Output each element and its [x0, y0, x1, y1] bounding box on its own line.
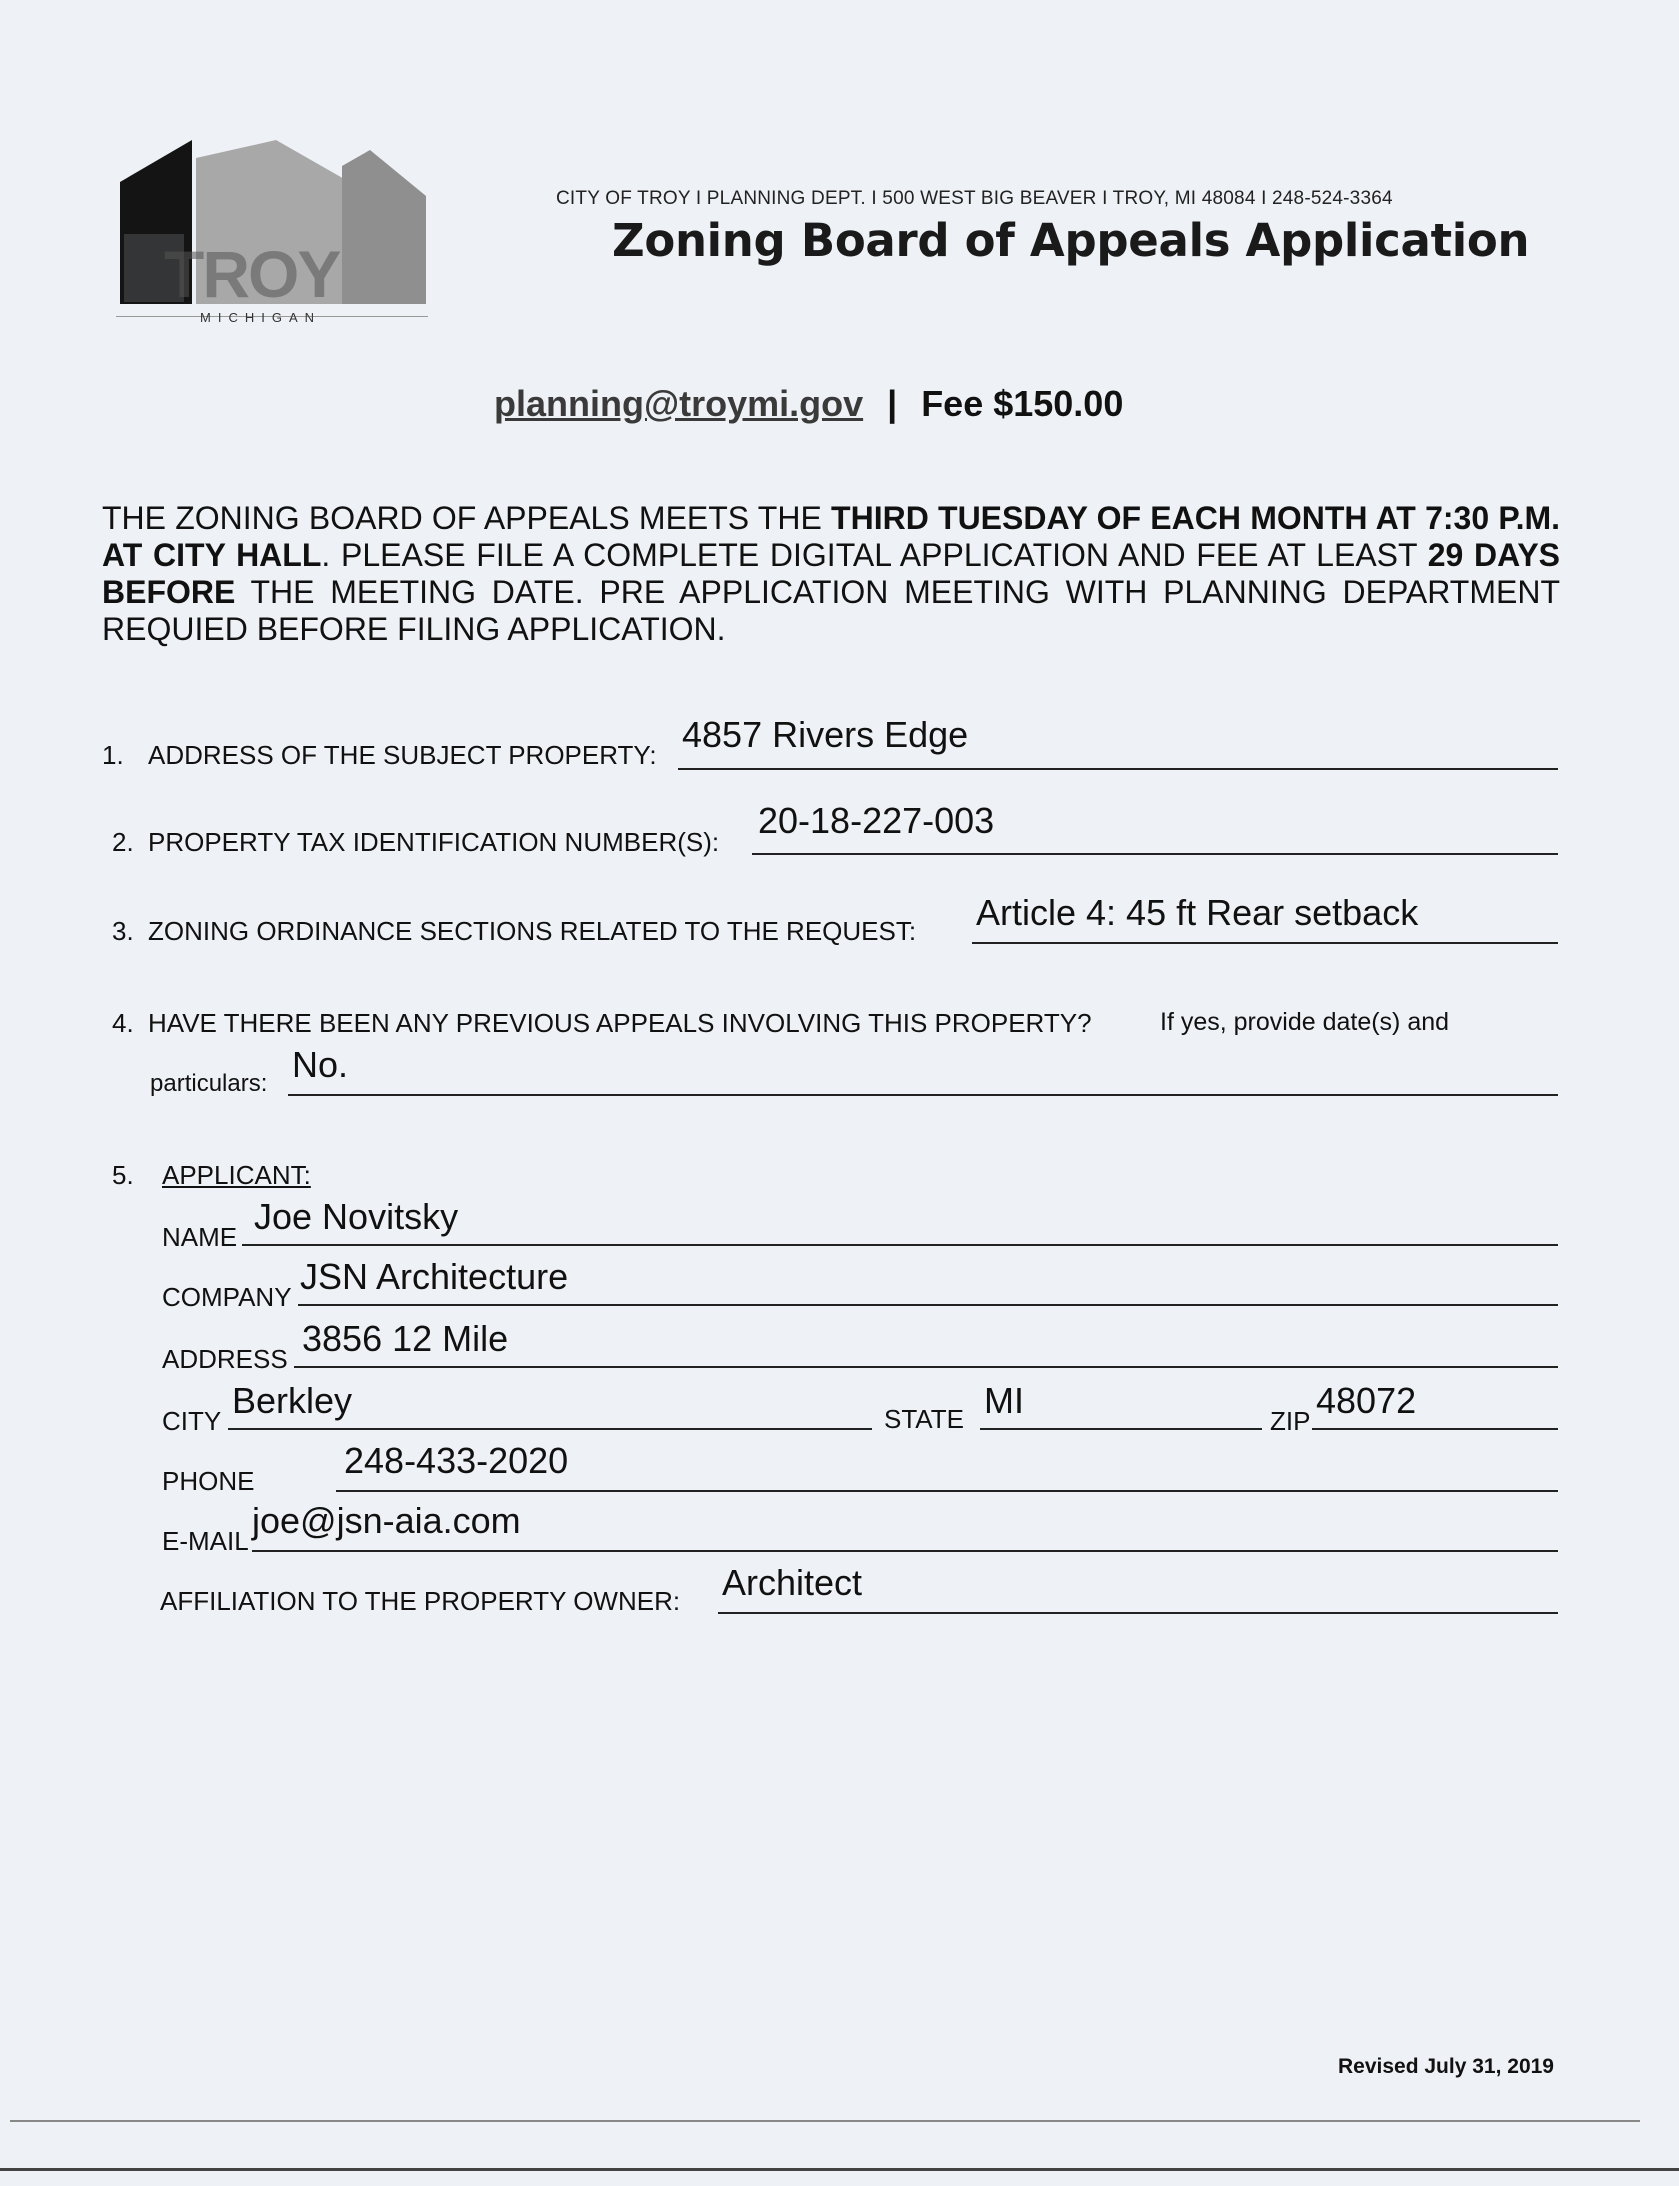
q2-label: PROPERTY TAX IDENTIFICATION NUMBER(S):: [148, 827, 720, 857]
q3-number: 3.: [112, 916, 134, 946]
q3-underline: [972, 942, 1558, 944]
q1-label: ADDRESS OF THE SUBJECT PROPERTY:: [148, 740, 657, 770]
q4-hint: If yes, provide date(s) and: [1160, 1008, 1450, 1036]
city-label: CITY: [162, 1406, 222, 1436]
footer-divider: [10, 2120, 1640, 2122]
q2-number: 2.: [112, 827, 134, 857]
meeting-notice: [102, 500, 1560, 648]
applicant-phone-value[interactable]: 248-433-2020: [344, 1440, 569, 1481]
notice-bold-1: THIRD TUESDAY OF EACH MONTH AT 7:30 P.M. AT CITY HALL: [102, 500, 1561, 573]
state-underline: [980, 1428, 1262, 1430]
notice-bold-2: 29 DAYS BEFORE: [102, 537, 1561, 610]
q4-underline: [288, 1094, 1558, 1096]
q4-appeals-value[interactable]: No.: [292, 1044, 349, 1085]
company-underline: [298, 1304, 1558, 1306]
revised-date: Revised July 31, 2019: [1338, 2055, 1554, 2078]
applicant-zip-value[interactable]: 48072: [1316, 1380, 1417, 1421]
city-underline: [228, 1428, 872, 1430]
email-label: E-MAIL: [162, 1526, 249, 1556]
fee-amount: Fee $150.00: [921, 383, 1124, 424]
contact-separator: |: [887, 383, 898, 424]
q4-number: 4.: [112, 1008, 134, 1038]
logo-text: TROY: [164, 237, 340, 311]
applicant-company-value[interactable]: JSN Architecture: [300, 1256, 569, 1297]
applicant-address-value[interactable]: 3856 12 Mile: [302, 1318, 509, 1359]
applicant-email-value[interactable]: joe@jsn-aia.com: [252, 1500, 521, 1541]
notice-text-3: THE MEETING DATE. PRE APPLICATION MEETING WITH PLANNING DEPARTMENT REQUIED BEFORE FILING APPLICATION.: [102, 574, 1560, 647]
affiliation-label: AFFILIATION TO THE PROPERTY OWNER:: [160, 1586, 681, 1616]
q4-sub-label: particulars:: [150, 1070, 268, 1097]
notice-text-1: THE ZONING BOARD OF APPEALS MEETS THE: [102, 500, 832, 536]
q1-number: 1.: [102, 740, 124, 770]
applicant-state-value[interactable]: MI: [984, 1380, 1024, 1421]
q1-address-value[interactable]: 4857 Rivers Edge: [682, 714, 969, 755]
planning-email-link[interactable]: planning@troymi.gov: [494, 383, 864, 424]
q2-tax-id-value[interactable]: 20-18-227-003: [758, 800, 995, 841]
affiliation-underline: [718, 1612, 1558, 1614]
applicant-heading: APPLICANT:: [162, 1160, 311, 1190]
company-label: COMPANY: [162, 1282, 292, 1312]
q4-label: HAVE THERE BEEN ANY PREVIOUS APPEALS INVOLVING THIS PROPERTY?: [148, 1008, 1092, 1038]
applicant-affiliation-value[interactable]: Architect: [722, 1562, 863, 1603]
page-title: Zoning Board of Appeals Application: [612, 214, 1530, 267]
phone-label: PHONE: [162, 1466, 255, 1496]
name-underline: [242, 1244, 1558, 1246]
contact-line: [494, 383, 1123, 425]
phone-underline: [336, 1490, 1558, 1492]
zip-label: ZIP: [1270, 1406, 1311, 1436]
q3-label: ZONING ORDINANCE SECTIONS RELATED TO THE REQUEST:: [148, 916, 917, 946]
email-underline: [252, 1550, 1558, 1552]
department-contact-line: CITY OF TROY I PLANNING DEPT. I 500 WEST BIG BEAVER I TROY, MI 48084 I 248-524-3364: [556, 188, 1393, 209]
applicant-name-value[interactable]: Joe Novitsky: [254, 1196, 459, 1237]
q2-underline: [752, 853, 1558, 855]
address-underline: [294, 1366, 1558, 1368]
q3-ordinance-value[interactable]: Article 4: 45 ft Rear setback: [976, 892, 1419, 933]
q1-underline: [678, 768, 1558, 770]
address-label: ADDRESS: [162, 1344, 288, 1374]
applicant-city-value[interactable]: Berkley: [232, 1380, 353, 1421]
page-bottom-edge: [0, 2168, 1679, 2171]
zip-underline: [1312, 1428, 1558, 1430]
logo-subtext: MICHIGAN: [200, 310, 321, 325]
name-label: NAME: [162, 1222, 238, 1252]
q5-number: 5.: [112, 1160, 134, 1190]
state-label: STATE: [884, 1404, 964, 1434]
notice-text-2: . PLEASE FILE A COMPLETE DIGITAL APPLICATION AND FEE AT LEAST: [321, 537, 1428, 573]
